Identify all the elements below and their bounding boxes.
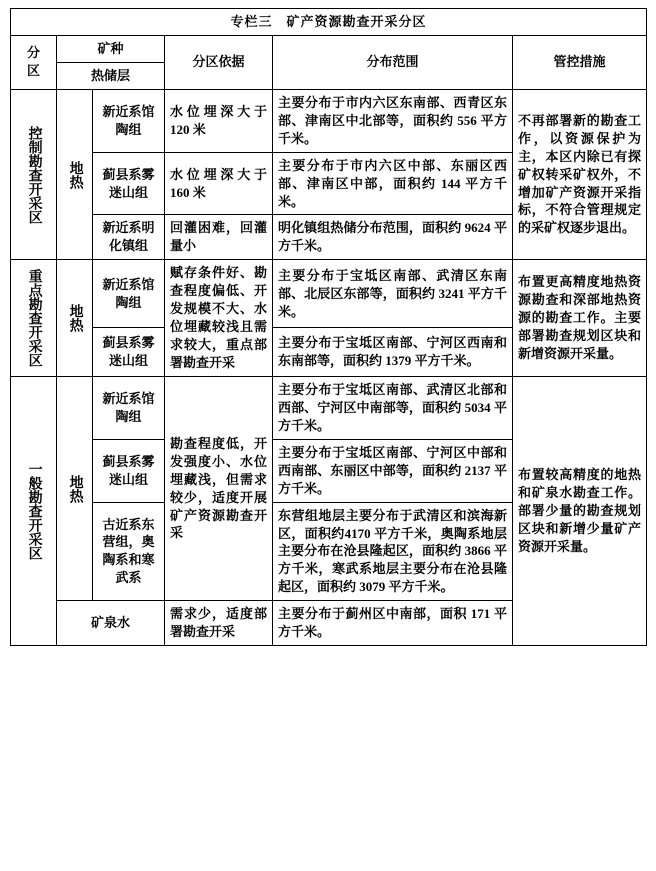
mineral-label: 地热 bbox=[67, 160, 83, 189]
header-distribution: 分布范围 bbox=[273, 35, 513, 89]
reservoir-cell: 蓟县系雾迷山组 bbox=[93, 328, 165, 377]
zone-cell-3 bbox=[11, 376, 57, 645]
reservoir-cell: 蓟县系雾迷山组 bbox=[93, 439, 165, 502]
table-row bbox=[11, 376, 647, 439]
header-zone: 分 区 bbox=[11, 35, 57, 89]
reservoir-cell: 蓟县系雾迷山组 bbox=[93, 152, 165, 215]
zone-label: 控制勘查开采区 bbox=[26, 125, 42, 224]
header-row-1 bbox=[11, 35, 647, 62]
basis-cell-shared-2: 赋存条件好、勘查程度偏低、开发规模不大、水位埋藏较浅且需求较大，重点部署勘查开采 bbox=[165, 260, 273, 377]
table-title bbox=[11, 9, 647, 36]
header-heat-reservoir: 热储层 bbox=[57, 62, 165, 89]
zone-cell-1 bbox=[11, 89, 57, 260]
measure-cell-2: 布置更高精度地热资源勘查和深部地热资源的勘查工作。主要部署勘查规划区块和新增资源开采量。 bbox=[513, 260, 647, 377]
distribution-cell: 主要分布于宝坻区南部、宁河区中部和西南部、东丽区中部等，面积约 2137 平方千米。 bbox=[273, 439, 513, 502]
zone-cell-2 bbox=[11, 260, 57, 377]
table-row bbox=[11, 89, 647, 152]
basis-cell: 水位埋深大于 120 米 bbox=[165, 89, 273, 152]
table-title-row bbox=[11, 9, 647, 36]
basis-cell: 水位埋深大于 160 米 bbox=[165, 152, 273, 215]
table-row bbox=[11, 260, 647, 328]
mineral-cell-3 bbox=[57, 376, 93, 600]
basis-cell-shared-3: 勘查程度低，开发强度小、水位埋藏浅，但需求较少，适度开展矿产资源勘查开采 bbox=[165, 376, 273, 600]
header-basis: 分区依据 bbox=[165, 35, 273, 89]
mineral-cell-water: 矿泉水 bbox=[57, 601, 165, 646]
resource-zoning-table bbox=[10, 8, 647, 646]
distribution-cell: 东营组地层主要分布于武清区和滨海新区，面积约4170 平方千米，奥陶系地层主要分布在沧县隆起区，面积约 3866 平方千米，寒武系地层主要分布在沧县隆起区，面积约 3079 平方千米。 bbox=[273, 502, 513, 601]
distribution-cell: 主要分布于宝坻区南部、武清区东南部、北辰区东部等，面积约 3241 平方千米。 bbox=[273, 260, 513, 328]
distribution-cell: 主要分布于宝坻区南部、武清区北部和西部、宁河区中南部等，面积约 5034 平方千米。 bbox=[273, 376, 513, 439]
header-control-measure: 管控措施 bbox=[513, 35, 647, 89]
distribution-cell: 主要分布于市内六区东南部、西青区东部、津南区中北部等，面积约 556 平方千米。 bbox=[273, 89, 513, 152]
basis-cell: 需求少，适度部署勘查开采 bbox=[165, 601, 273, 646]
mineral-cell-2 bbox=[57, 260, 93, 377]
zone-label: 一般勘查开采区 bbox=[26, 462, 42, 561]
reservoir-cell: 新近系馆陶组 bbox=[93, 89, 165, 152]
title-prefix: 专栏三 bbox=[230, 14, 273, 29]
distribution-cell: 主要分布于市内六区中部、东丽区西部、津南区中部，面积约 144 平方千米。 bbox=[273, 152, 513, 215]
measure-cell-3: 布置较高精度的地热和矿泉水勘查工作。部署少量的勘查规划区块和新增少量矿产资源开采量。 bbox=[513, 376, 647, 645]
reservoir-cell: 新近系馆陶组 bbox=[93, 376, 165, 439]
title-main: 矿产资源勘查开采分区 bbox=[286, 14, 427, 29]
reservoir-cell: 新近系明化镇组 bbox=[93, 215, 165, 260]
reservoir-cell: 古近系东营组，奥陶系和寒武系 bbox=[93, 502, 165, 601]
measure-cell-1: 不再部署新的勘查工作，以资源保护为主，本区内除已有探矿权转采矿权外，不增加矿产资源开采指标，不符合管理规定的采矿权逐步退出。 bbox=[513, 89, 647, 260]
distribution-cell: 明化镇组热储分布范围，面积约 9624 平方千米。 bbox=[273, 215, 513, 260]
zone-label: 重点勘查开采区 bbox=[26, 269, 42, 368]
basis-cell: 回灌困难，回灌量小 bbox=[165, 215, 273, 260]
header-mineral-type: 矿种 bbox=[57, 35, 165, 62]
mineral-label: 地热 bbox=[67, 474, 83, 503]
distribution-cell: 主要分布于蓟州区中南部，面积 171 平方千米。 bbox=[273, 601, 513, 646]
mineral-cell-1 bbox=[57, 89, 93, 260]
mineral-label: 地热 bbox=[67, 304, 83, 333]
distribution-cell: 主要分布于宝坻区南部、宁河区西南和东南部等，面积约 1379 平方千米。 bbox=[273, 328, 513, 377]
reservoir-cell: 新近系馆陶组 bbox=[93, 260, 165, 328]
